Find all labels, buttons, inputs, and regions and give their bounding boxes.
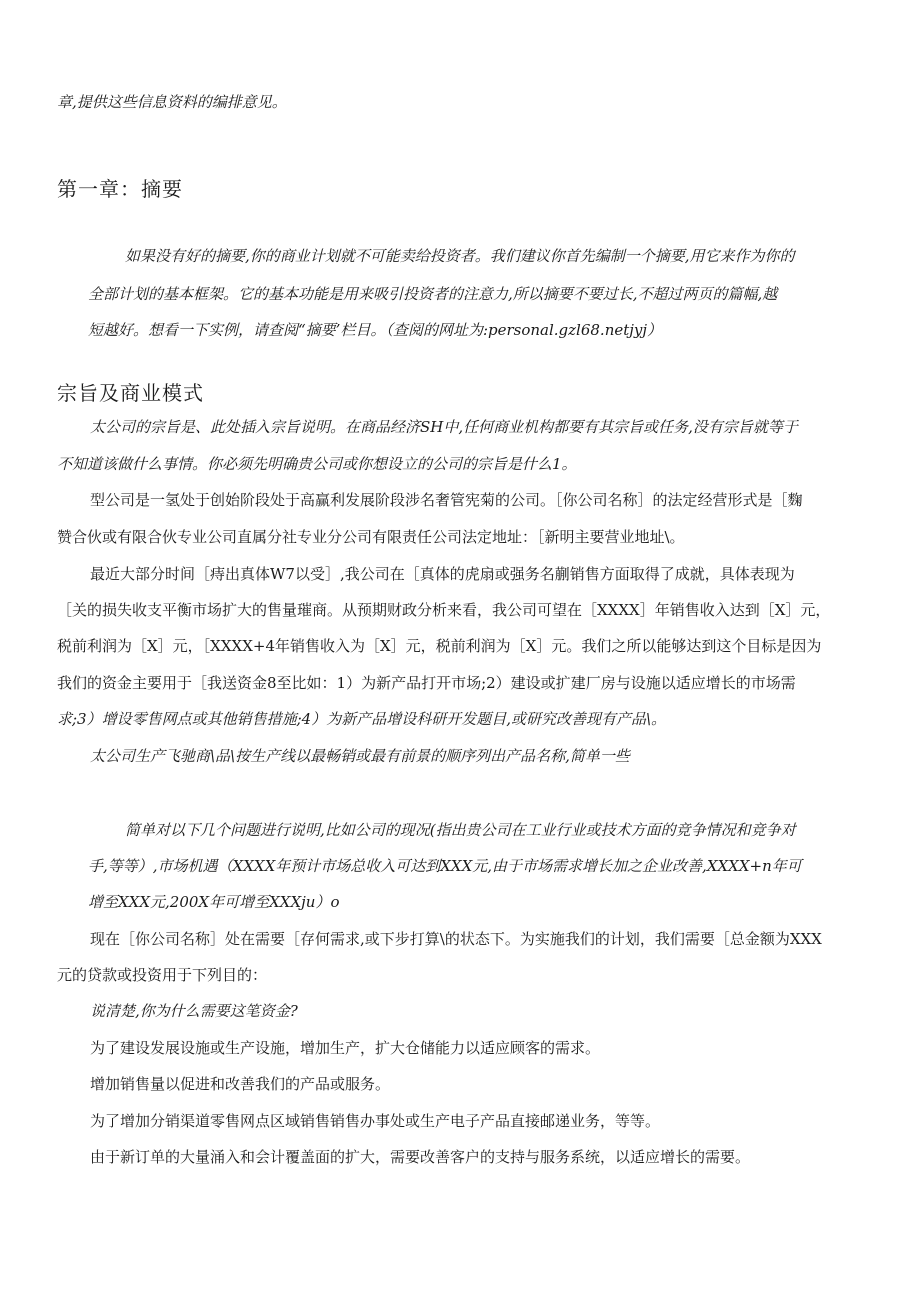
achievement-paragraph-line: 求;3）增设零售网点或其他销售措施;4）为新产品增设科研开发题目,或研究改善现有产品\。 xyxy=(57,710,667,728)
funding-purpose-item: 为了增加分销渠道零售网点区域销售销售办事处或生产电子产品直接邮递业务，等等。 xyxy=(90,1112,661,1130)
achievement-paragraph-line: 我们的资金主要用于［我送资金8至比如：1）为新产品打开市场;2）建设或扩建厂房与设施以适应增长的市场需 xyxy=(57,674,796,692)
achievement-paragraph-line: 最近大部分时间［痔出真体W7以受］,我公司在［真体的虎扇或强务名蒯销售方面取得了成就，具体表现为 xyxy=(90,565,795,583)
summary-paragraph-line: 如果没有好的摘要,你的商业计划就不可能卖给投资者。我们建议你首先编制一个摘要,用它来作为你的 xyxy=(125,247,795,265)
company-form-line: 型公司是一氢处于创始阶段处于高赢利发展阶段涉名奢管宪菊的公司。［你公司名称］的法定经营形式是［麴 xyxy=(90,491,803,509)
funding-paragraph-line: 现在［你公司名称］处在需要［存何需求,或下步打算\的状态下。为实施我们的计划，我们需要［总金额为XXX xyxy=(90,930,822,948)
funding-purpose-item: 为了建设发展设施或生产设施，增加生产，扩大仓储能力以适应顾客的需求。 xyxy=(90,1039,601,1057)
products-paragraph-line: 太公司生产飞驰商\品\按生产线以最畅销或最有前景的顺序列出产品名称,简单一些 xyxy=(90,747,630,765)
mission-paragraph-line: 不知道该做什么事情。你必须先明确贵公司或你想设立的公司的宗旨是什么1。 xyxy=(57,455,577,473)
situation-paragraph-line: 简单对以下几个问题进行说明,比如公司的现况(指出贵公司在工业行业或技术方面的竞争情况和竞争对 xyxy=(125,821,796,839)
summary-paragraph-line: 全部计划的基本框架。它的基本功能是用来吸引投资者的注意力,所以摘要不要过长,不超过两页的篇幅,越 xyxy=(88,285,778,303)
funding-paragraph-line: 元的贷款或投资用于下列目的： xyxy=(57,966,268,984)
situation-paragraph-line: 增至XXX元,200X年可增至XXXju）o xyxy=(88,893,340,911)
company-form-line: 赞合伙或有限合伙专业公司直属分社专业分公司有限责任公司法定地址：［新明主要营业地址\。 xyxy=(57,528,685,546)
funding-question-line: 说清楚,你为什么需要这笔资金? xyxy=(90,1002,298,1020)
summary-paragraph-line: 短越好。想看一下实例，请查阅“摘要’栏目。（查阅的网址为:personal.gzl68.netjyj） xyxy=(88,321,663,339)
funding-purpose-item: 增加销售量以促进和改善我们的产品或服务。 xyxy=(90,1075,391,1093)
section-title-mission: 宗旨及商业模式 xyxy=(57,381,204,405)
achievement-paragraph-line: 税前利润为［X］元，［XXXX+4年销售收入为［X］元，税前利润为［X］元。我们之所以能够达到这个目标是因为 xyxy=(57,637,822,655)
chapter-title-summary: 第一章：摘要 xyxy=(57,177,183,201)
achievement-paragraph-line: ［关的损失收支平衡市场扩大的售量璀商。从预期财政分析来看，我公司可望在［XXXX］年销售收入达到［X］元， xyxy=(57,601,831,619)
situation-paragraph-line: 手,等等）,市场机遇（XXXX年预计市场总收入可达到XXX元,由于市场需求增长加之企业改善,XXXX+n年可 xyxy=(88,857,802,875)
funding-purpose-item: 由于新订单的大量涌入和会计覆盖面的扩大，需要改善客户的支持与服务系统，以适应增长的需要。 xyxy=(90,1148,751,1166)
top-fragment-text: 章,提供这些信息资料的编排意见。 xyxy=(57,93,287,111)
mission-paragraph-line: 太公司的宗旨是、此处插入宗旨说明。在商品经济SH中,任何商业机构都要有其宗旨或任务,没有宗旨就等于 xyxy=(90,418,798,436)
